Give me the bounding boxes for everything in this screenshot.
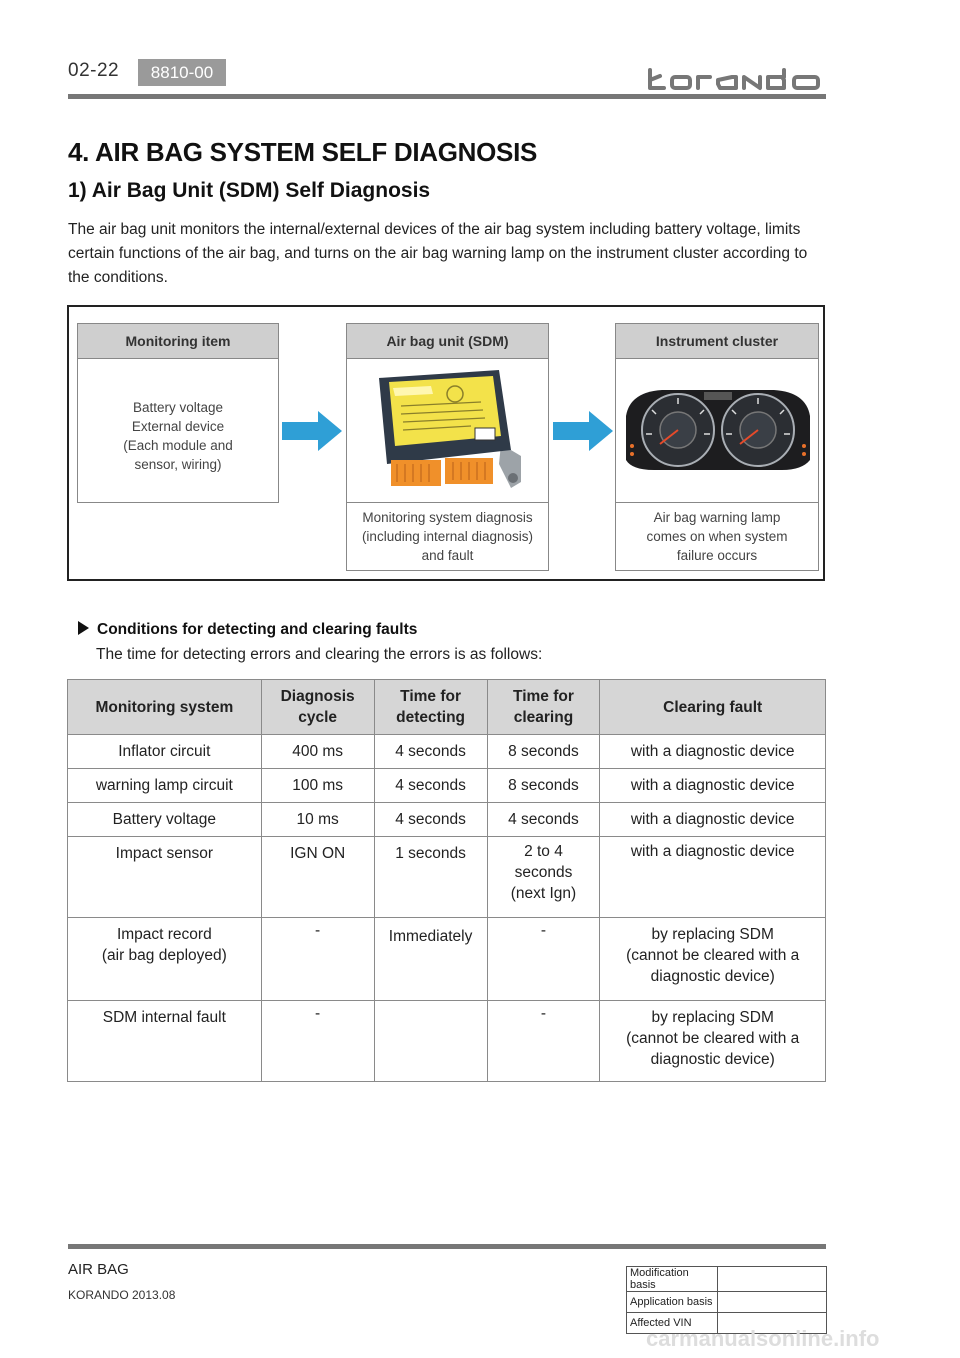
table-cell: Battery voltage (68, 803, 262, 837)
table-row (68, 1001, 826, 1082)
table-cell: Impact sensor (68, 837, 262, 918)
table-header: Diagnosis cycle (261, 680, 374, 735)
table-row (68, 769, 826, 803)
table-cell: 400 ms (261, 735, 374, 769)
table-cell: 4 seconds (374, 735, 487, 769)
table-cell: 4 seconds (374, 803, 487, 837)
instrument-cluster-box (615, 323, 819, 571)
cluster-divider (616, 502, 818, 503)
table-header: Time for clearing (487, 680, 600, 735)
flow-arrow-icon (282, 409, 344, 453)
table-row (627, 1292, 827, 1313)
affected-vin-label: Affected VIN (627, 1313, 718, 1334)
modification-table (626, 1266, 827, 1334)
table-cell: 2 to 4 seconds (next Ign) (487, 837, 600, 918)
table-cell: - (261, 1001, 374, 1082)
cluster-caption: Air bag warning lamp comes on when system failure occurs (646, 510, 788, 563)
table-cell: Impact record (air bag deployed) (68, 918, 262, 1001)
table-cell: Immediately (374, 918, 487, 1001)
header-rule (68, 94, 826, 99)
table-row (627, 1267, 827, 1292)
application-basis-value (718, 1292, 827, 1313)
table-cell: 8 seconds (487, 735, 600, 769)
table-cell: 10 ms (261, 803, 374, 837)
table-cell: 100 ms (261, 769, 374, 803)
section-code-badge: 8810-00 (138, 59, 226, 86)
table-cell: warning lamp circuit (68, 769, 262, 803)
table-header: Monitoring system (68, 680, 262, 735)
section-subtitle: 1) Air Bag Unit (SDM) Self Diagnosis (68, 179, 431, 202)
sdm-caption: Monitoring system diagnosis (including internal diagnosis) and fault (361, 510, 534, 563)
table-header: Clearing fault (600, 680, 826, 735)
instrument-cluster-image (622, 386, 814, 472)
table-row (68, 918, 826, 1001)
modification-basis-label: Modification basis (627, 1267, 718, 1292)
table-header-row (68, 680, 826, 735)
table-row (68, 803, 826, 837)
conditions-description: The time for detecting errors and clearing the errors is as follows: (96, 646, 543, 663)
monitoring-item-text: Battery voltage External device (Each module and sensor, wiring) (123, 400, 233, 472)
triangle-bullet-icon (78, 621, 89, 635)
table-cell: by replacing SDM (cannot be cleared with a diagnostic device) (600, 918, 826, 1001)
sdm-unit-image (371, 364, 527, 502)
table-row (68, 735, 826, 769)
table-cell: 1 seconds (374, 837, 487, 918)
page-title: 4. AIR BAG SYSTEM SELF DIAGNOSIS (68, 137, 538, 167)
modification-basis-value (718, 1267, 827, 1292)
table-cell: with a diagnostic device (600, 837, 826, 918)
flow-arrow-icon (553, 409, 615, 453)
table-cell: with a diagnostic device (600, 769, 826, 803)
sdm-header: Air bag unit (SDM) (347, 324, 548, 359)
application-basis-label: Application basis (627, 1292, 718, 1313)
conditions-heading (78, 621, 417, 639)
table-cell: 4 seconds (487, 803, 600, 837)
monitoring-item-box (77, 323, 279, 503)
monitoring-item-header: Monitoring item (78, 324, 278, 359)
table-cell: SDM internal fault (68, 1001, 262, 1082)
table-cell: IGN ON (261, 837, 374, 918)
table-cell: with a diagnostic device (600, 735, 826, 769)
footer-rule (68, 1244, 826, 1249)
section-name: AIR BAG (68, 1261, 129, 1278)
table-cell: 8 seconds (487, 769, 600, 803)
diagnosis-flow-diagram (67, 305, 825, 581)
table-header: Time for detecting (374, 680, 487, 735)
sdm-divider (347, 502, 548, 503)
fault-conditions-table (67, 679, 826, 1082)
table-cell: - (261, 918, 374, 1001)
table-cell: with a diagnostic device (600, 803, 826, 837)
table-cell: Inflator circuit (68, 735, 262, 769)
table-cell: - (487, 1001, 600, 1082)
conditions-heading-text: Conditions for detecting and clearing faults (97, 621, 418, 638)
page-number: 02-22 (68, 60, 120, 81)
table-row (68, 837, 826, 918)
table-cell: - (487, 918, 600, 1001)
table-cell (374, 1001, 487, 1082)
table-cell: 4 seconds (374, 769, 487, 803)
watermark: carmanualsonline.info (646, 1326, 880, 1351)
table-cell: by replacing SDM (cannot be cleared with a diagnostic device) (600, 1001, 826, 1082)
sdm-box (346, 323, 549, 571)
instrument-cluster-header: Instrument cluster (616, 324, 818, 359)
intro-paragraph: The air bag unit monitors the internal/external devices of the air bag system including battery voltage, limits certain functions of the air bag, and turns on the air bag warning lamp on the instrument cluster according to the conditions. (68, 221, 808, 286)
korando-logo (646, 66, 826, 94)
model-date: KORANDO 2013.08 (68, 1288, 176, 1302)
